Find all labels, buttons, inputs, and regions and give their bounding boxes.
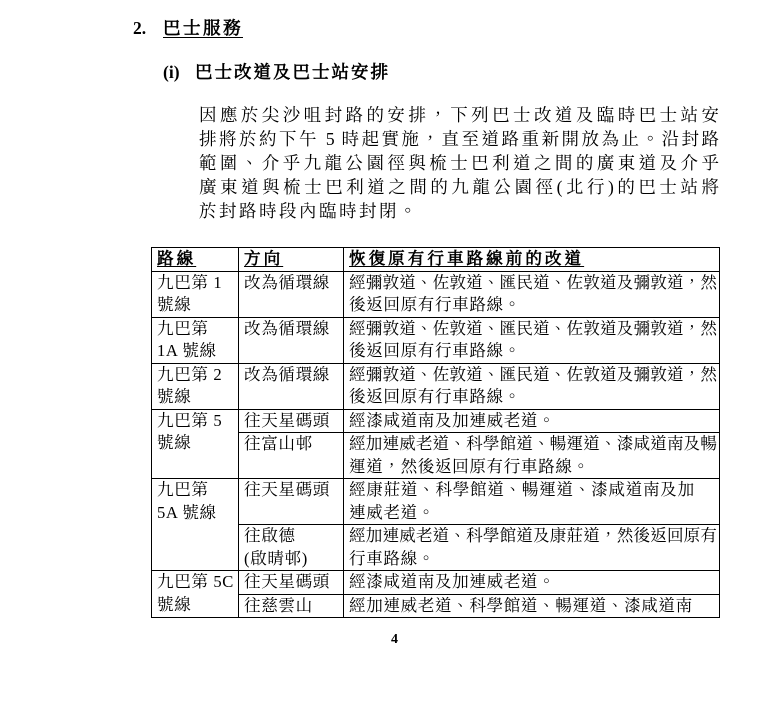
table-row xyxy=(152,363,720,409)
direction-line: 改為循環線 xyxy=(244,318,330,338)
direction-cell xyxy=(239,433,344,479)
diversion-cell xyxy=(344,479,720,525)
direction-cell xyxy=(239,317,344,363)
page-number: 4 xyxy=(391,632,398,647)
direction-cell xyxy=(239,479,344,525)
paragraph-line: 範圍、介乎九龍公園徑與梳士巴利道之間的廣東道及介乎 xyxy=(199,153,719,173)
diversion-cell xyxy=(344,594,720,618)
route-line: 號線 xyxy=(157,594,192,614)
table-row xyxy=(152,571,720,595)
diversion-cell xyxy=(344,525,720,571)
paragraph-line: 於封路時段內臨時封閉。 xyxy=(199,201,419,221)
route-line: 號線 xyxy=(157,433,192,452)
header-direction-label: 方向 xyxy=(244,249,284,268)
header-diversion-label: 恢復原有行車路線前的改道 xyxy=(349,249,585,268)
direction-line: 往富山邨 xyxy=(244,434,313,453)
route-line: 九巴第 1 xyxy=(157,272,223,292)
direction-cell xyxy=(239,271,344,317)
table-row xyxy=(152,271,720,317)
direction-line: 改為循環線 xyxy=(244,364,330,384)
diversion-cell xyxy=(344,363,720,409)
diversion-line: 經漆咸道南及加連威老道。 xyxy=(349,572,556,591)
diversion-cell xyxy=(344,571,720,595)
diversion-line: 經康莊道、科學館道、暢運道、漆咸道南及加 xyxy=(349,480,695,499)
diversion-cell xyxy=(344,271,720,317)
diversion-line: 後返回原有行車路線。 xyxy=(349,295,521,314)
intro-paragraph xyxy=(199,103,719,223)
section-title: 巴士服務 xyxy=(163,18,243,38)
direction-cell xyxy=(239,525,344,571)
paragraph-line: 因應於尖沙咀封路的安排，下列巴士改道及臨時巴士站安 xyxy=(199,105,719,125)
direction-line: 往慈雲山 xyxy=(244,595,313,615)
diversion-line: 經彌敦道、佐敦道、匯民道、佐敦道及彌敦道，然 xyxy=(349,318,717,338)
route-cell xyxy=(152,363,239,409)
direction-cell xyxy=(239,594,344,618)
diversion-line: 經加連威老道、科學館道及康莊道，然後返回原有 xyxy=(349,526,717,545)
direction-line: 往天星碼頭 xyxy=(244,410,330,430)
section-number: 2. xyxy=(133,18,147,38)
route-line: 九巴第 5C xyxy=(157,572,234,591)
subsection-title: 巴士改道及巴士站安排 xyxy=(195,62,390,82)
direction-line: 往天星碼頭 xyxy=(244,572,330,591)
route-cell xyxy=(152,409,239,479)
diversion-cell xyxy=(344,409,720,433)
table-row xyxy=(152,317,720,363)
diversion-line: 經彌敦道、佐敦道、匯民道、佐敦道及彌敦道，然 xyxy=(349,272,717,292)
diversion-line: 後返回原有行車路線。 xyxy=(349,341,521,360)
header-route-label: 路線 xyxy=(157,249,197,268)
diversion-line: 後返回原有行車路線。 xyxy=(349,387,521,406)
direction-line: 改為循環線 xyxy=(244,272,330,292)
diversion-cell xyxy=(344,433,720,479)
bus-diversion-table xyxy=(151,247,720,618)
route-line: 九巴第 xyxy=(157,480,209,499)
direction-cell xyxy=(239,409,344,433)
diversion-line: 行車路線。 xyxy=(349,548,435,568)
direction-cell xyxy=(239,571,344,595)
direction-line: (啟晴邨) xyxy=(244,548,308,568)
route-line: 九巴第 5 xyxy=(157,410,223,430)
diversion-line: 連威老道。 xyxy=(349,502,435,522)
diversion-line: 運道，然後返回原有行車路線。 xyxy=(349,456,590,476)
table-header-row xyxy=(152,248,720,272)
subsection-number: (i) xyxy=(163,62,180,82)
header-direction xyxy=(239,248,344,272)
route-line: 九巴第 2 xyxy=(157,364,223,384)
paragraph-line: 排將於約下午 5 時起實施，直至道路重新開放為止。沿封路 xyxy=(199,129,719,149)
direction-cell xyxy=(239,363,344,409)
route-line: 號線 xyxy=(157,387,192,406)
header-route xyxy=(152,248,239,272)
route-line: 號線 xyxy=(157,295,192,314)
route-cell xyxy=(152,571,239,618)
diversion-line: 經彌敦道、佐敦道、匯民道、佐敦道及彌敦道，然 xyxy=(349,364,717,384)
header-diversion xyxy=(344,248,720,272)
diversion-cell xyxy=(344,317,720,363)
route-cell xyxy=(152,271,239,317)
direction-line: 往天星碼頭 xyxy=(244,480,330,499)
diversion-line: 經加連威老道、科學館道、暢運道、漆咸道南及暢 xyxy=(349,434,717,453)
diversion-line: 經漆咸道南及加連威老道。 xyxy=(349,410,556,430)
table-row xyxy=(152,479,720,525)
table-row xyxy=(152,409,720,433)
route-line: 5A 號線 xyxy=(157,502,217,522)
route-cell xyxy=(152,317,239,363)
route-line: 1A 號線 xyxy=(157,341,217,360)
diversion-line: 經加連威老道、科學館道、暢運道、漆咸道南 xyxy=(349,595,693,615)
route-line: 九巴第 xyxy=(157,318,209,338)
direction-line: 往啟德 xyxy=(244,526,296,545)
route-cell xyxy=(152,479,239,571)
paragraph-line: 廣東道與梳士巴利道之間的九龍公園徑(北行)的巴士站將 xyxy=(199,177,719,197)
